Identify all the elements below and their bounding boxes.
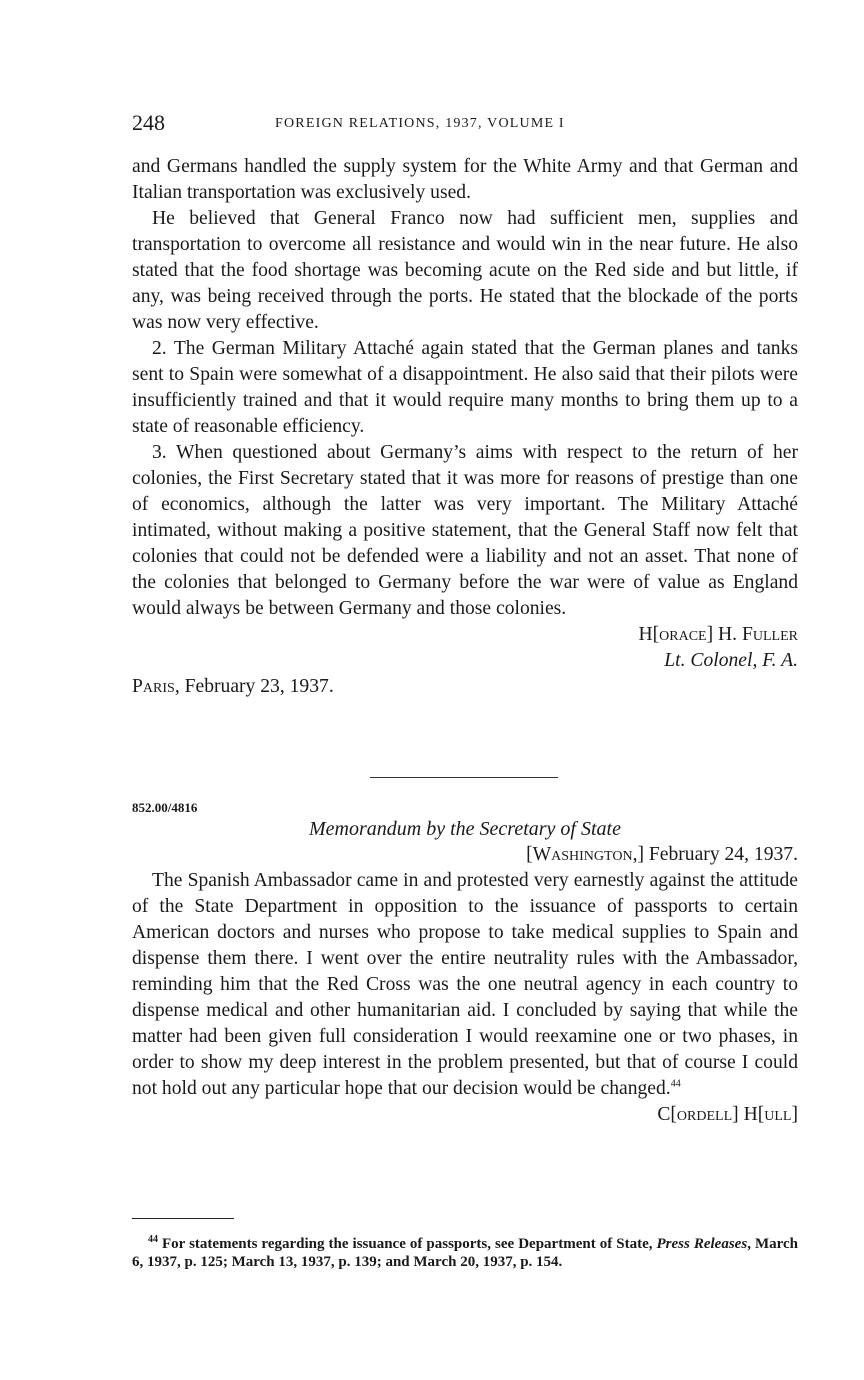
- section-divider: [370, 777, 558, 778]
- signature-name: H[orace] H. Fuller: [638, 624, 798, 645]
- file-number: 852.00/4816: [132, 800, 198, 815]
- paragraph-franco: He believed that General Franco now had sufficient men, supplies and transportation to overcome all resistance and would win in the near future. He also stated that the food shortage was becoming acute on the Red side and but little, if any, was being received through the ports. He stated that the blockade of the ports was now very effective.: [132, 208, 798, 333]
- memorandum: [132, 800, 798, 1128]
- memo-title: Memorandum by the Secretary of State: [309, 818, 621, 840]
- footnote: [132, 1235, 798, 1271]
- footnote-44: $^{44}$ For statements regarding the issuance of passports, see Department of State, Press Releases, March 6, 1937, p. 125; March 13, 1937, p. 139; and March 20, 1937, p. 154.: [132, 1234, 799, 1270]
- place-date: Paris, February 23, 1937.: [132, 676, 334, 697]
- running-head: FOREIGN RELATIONS, 1937, VOLUME I: [275, 116, 565, 131]
- paragraph-point-3: 3. When questioned about Germany’s aims with respect to the return of her colonies, the First Secretary stated that it was more for reasons of prestige than one of economics, although the latter was very important. The Military Attaché intimated, without making a positive statement, that the General Staff now felt that colonies that could not be defended were a liability and not an asset. That none of the colonies that belonged to Germany before the war were of value as England would always be between Germany and those colonies.: [132, 442, 798, 619]
- memo-signature: C[ordell] H[ull]: [657, 1104, 798, 1125]
- memo-dateline: [Washington,] February 24, 1937.: [526, 844, 798, 865]
- signature-title: Lt. Colonel, F. A.: [664, 650, 798, 671]
- paragraph-point-2: 2. The German Military Attaché again stated that the German planes and tanks sent to Spain were somewhat of a disappointment. He also said that their pilots were insufficiently trained and that it would require many months to bring them up to a state of reasonable efficiency.: [132, 338, 798, 437]
- footnote-rule: [132, 1218, 234, 1219]
- paragraph-continued: and Germans handled the supply system for the White Army and that German and Italian transportation was exclusively used.: [132, 156, 798, 203]
- page-number: 248: [132, 110, 165, 135]
- page-header: [132, 110, 798, 140]
- footnote-mark: 44: [148, 1234, 158, 1245]
- report-body: [132, 154, 798, 700]
- memo-body: The Spanish Ambassador came in and protested very earnestly against the attitude of the State Department in opposition to the issuance of passports to certain American doctors and nurses who propose to take medical supplies to Spain and dispense them there. I went over the entire neutrality rules with the Ambassador, reminding him that the Red Cross was the one neutral agency in each country to dispense medical and other humanitarian aid. I concluded by saying that while the matter had been given full consideration I would reexamine one or two phases, in order to show my deep interest in the problem presented, but that of course I could not hold out any particular hope that our decision would be changed.$^{44}$: [132, 870, 798, 1099]
- footnote-reference: 44: [670, 1078, 681, 1090]
